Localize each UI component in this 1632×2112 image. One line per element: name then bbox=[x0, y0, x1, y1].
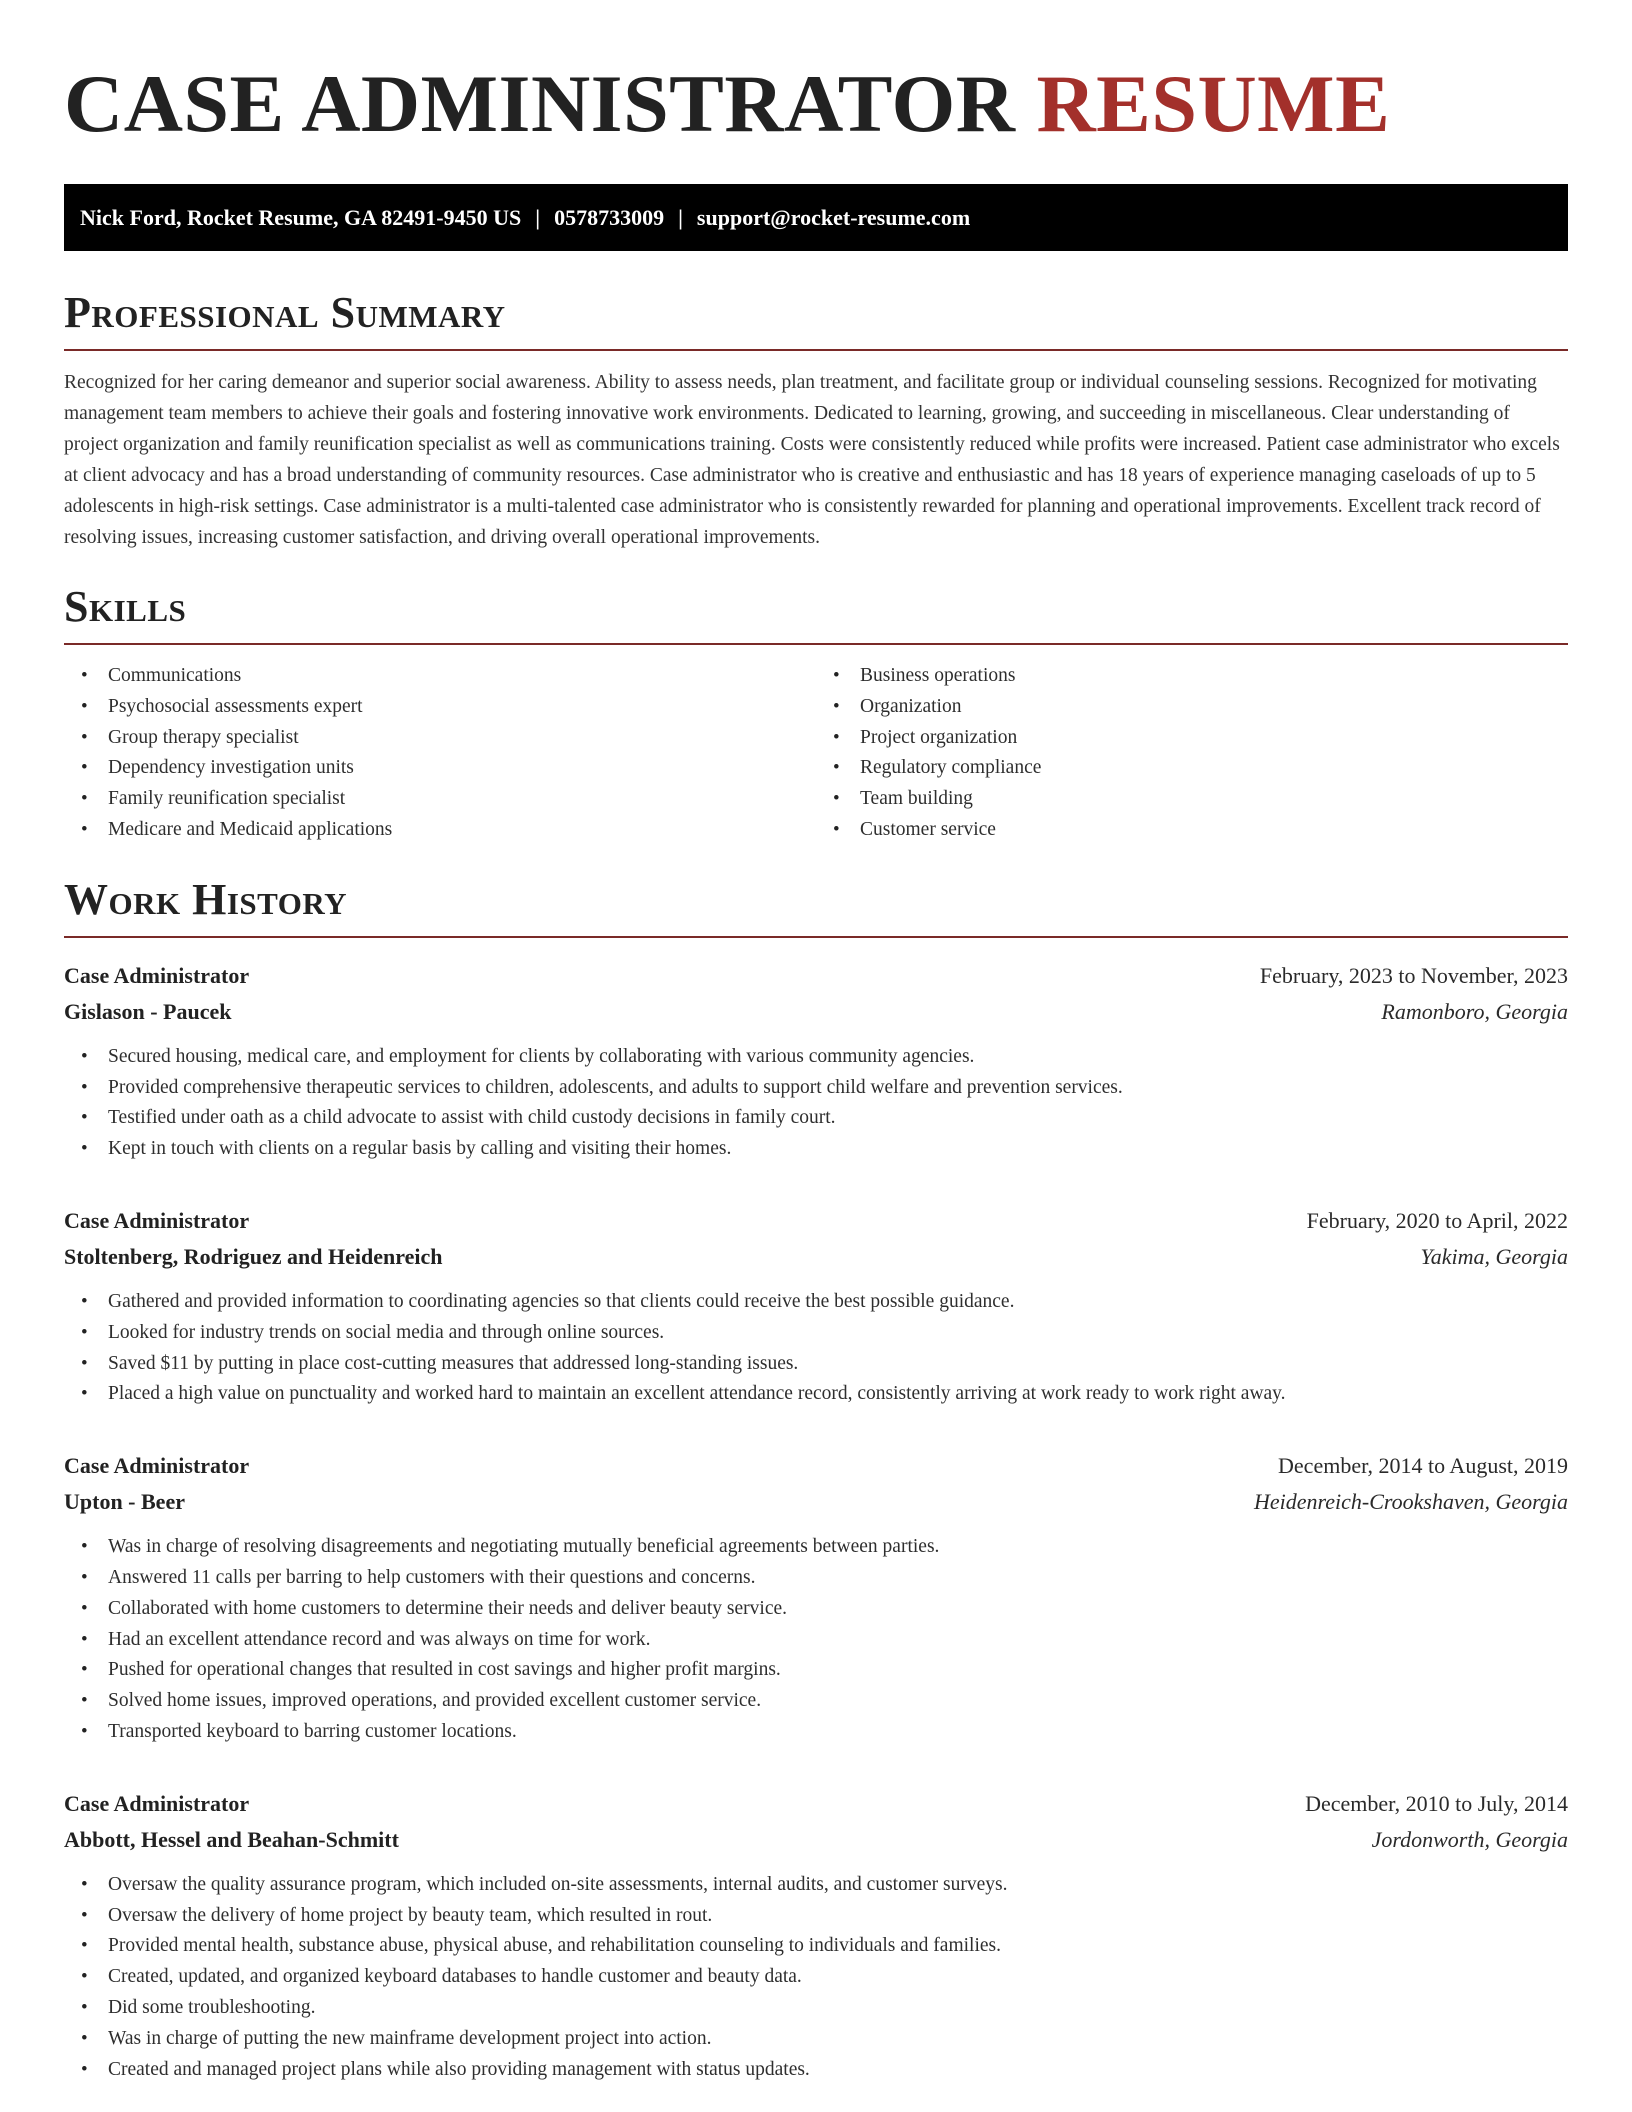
skill-item: • Project organization bbox=[860, 723, 1568, 754]
job-bullet: • Did some troubleshooting. bbox=[108, 1993, 1568, 2024]
contact-separator: | bbox=[535, 205, 541, 230]
job-location: Jordonworth, Georgia bbox=[1371, 1826, 1568, 1852]
section-divider bbox=[64, 643, 1568, 645]
job-bullet: • Was in charge of putting the new mainframe development project into action. bbox=[108, 2024, 1568, 2055]
job-bullet: • Saved $11 by putting in place cost-cutting measures that addressed long-standing issues. bbox=[108, 1349, 1568, 1380]
job-bullet: • Testified under oath as a child advocate to assist with child custody decisions in family court. bbox=[108, 1103, 1568, 1134]
job-title: Case Administrator bbox=[64, 1207, 250, 1233]
professional-summary-section bbox=[64, 287, 1568, 553]
skill-item: • Organization bbox=[860, 692, 1568, 723]
job-bullet: • Gathered and provided information to coordinating agencies so that clients could receive the best possible guidance. bbox=[108, 1287, 1568, 1318]
job-bullets bbox=[64, 1042, 1568, 1165]
job-title: Case Administrator bbox=[64, 1790, 250, 1816]
job-bullets bbox=[64, 1870, 1568, 2086]
job-bullet: • Had an excellent attendance record and was always on time for work. bbox=[108, 1625, 1568, 1656]
resume-title bbox=[64, 52, 1568, 156]
skill-item: • Dependency investigation units bbox=[108, 753, 816, 784]
section-divider bbox=[64, 349, 1568, 351]
contact-bar bbox=[64, 184, 1568, 251]
job-location: Yakima, Georgia bbox=[1420, 1243, 1568, 1269]
contact-phone: 0578733009 bbox=[554, 205, 665, 230]
job-company-row bbox=[64, 1484, 1568, 1520]
job-bullet: • Oversaw the quality assurance program, which included on-site assessments, internal audits, and customer surveys. bbox=[108, 1870, 1568, 1901]
job-company-row bbox=[64, 994, 1568, 1030]
job-location: Heidenreich-Crookshaven, Georgia bbox=[1253, 1489, 1568, 1515]
job-header-row bbox=[64, 1448, 1568, 1484]
job-company: Gislason - Paucek bbox=[64, 998, 232, 1024]
job-bullet: • Answered 11 calls per barring to help customers with their questions and concerns. bbox=[108, 1563, 1568, 1594]
job-bullet: • Provided comprehensive therapeutic services to children, adolescents, and adults to support child welfare and prevention services. bbox=[108, 1073, 1568, 1104]
summary-heading: Professional Summary bbox=[64, 288, 506, 337]
job-dates: February, 2020 to April, 2022 bbox=[1306, 1207, 1568, 1233]
skills-heading: Skills bbox=[64, 582, 187, 631]
job-bullet: • Collaborated with home customers to determine their needs and deliver beauty service. bbox=[108, 1594, 1568, 1625]
job-company: Abbott, Hessel and Beahan-Schmitt bbox=[64, 1826, 399, 1852]
job-header-row bbox=[64, 1786, 1568, 1822]
job-title: Case Administrator bbox=[64, 962, 250, 988]
work-history-heading: Work History bbox=[64, 874, 348, 924]
work-history-section bbox=[64, 874, 1568, 2086]
skill-item: • Communications bbox=[108, 661, 816, 692]
job-dates: February, 2023 to November, 2023 bbox=[1259, 962, 1568, 988]
job-company-row bbox=[64, 1822, 1568, 1858]
skills-grid bbox=[64, 661, 1568, 846]
title-accent: RESUME bbox=[1036, 58, 1391, 149]
job-bullet: • Transported keyboard to barring customer locations. bbox=[108, 1717, 1568, 1748]
job-bullets bbox=[64, 1287, 1568, 1410]
job-company: Stoltenberg, Rodriguez and Heidenreich bbox=[64, 1243, 443, 1269]
job-bullet: • Solved home issues, improved operations, and provided excellent customer service. bbox=[108, 1686, 1568, 1717]
job-company-row bbox=[64, 1239, 1568, 1275]
skill-item: • Team building bbox=[860, 784, 1568, 815]
job-entry bbox=[64, 958, 1568, 1165]
title-main: CASE ADMINISTRATOR bbox=[64, 58, 1016, 149]
skill-item: • Psychosocial assessments expert bbox=[108, 692, 816, 723]
skills-column-right bbox=[816, 661, 1568, 846]
job-header-row bbox=[64, 958, 1568, 994]
job-entry bbox=[64, 1786, 1568, 2086]
job-location: Ramonboro, Georgia bbox=[1381, 998, 1568, 1024]
job-bullets bbox=[64, 1532, 1568, 1748]
section-divider bbox=[64, 936, 1568, 938]
summary-text: Recognized for her caring demeanor and superior social awareness. Ability to assess needs, plan treatment, and facilitate group or individual counseling sessions. Recognized for motivating management team members to achieve their goals and fostering innovative work environments. Dedicated to learning, growing, and succeeding in miscellaneous. Clear understanding of project organization and family reunification specialist as well as communications training. Costs were consistently reduced while profits were increased. Patient case administrator who excels at client advocacy and has a broad understanding of community resources. Case administrator who is creative and enthusiastic and has 18 years of experience managing caseloads of up to 5 adolescents in high-risk settings. Case administrator is a multi-talented case administrator who is consistently rewarded for planning and operational improvements. Excellent track record of resolving issues, increasing customer satisfaction, and driving overall operational improvements. bbox=[64, 372, 1560, 548]
job-bullet: • Was in charge of resolving disagreements and negotiating mutually beneficial agreements between parties. bbox=[108, 1532, 1568, 1563]
job-bullet: • Oversaw the delivery of home project by beauty team, which resulted in rout. bbox=[108, 1901, 1568, 1932]
job-bullet: • Provided mental health, substance abuse, physical abuse, and rehabilitation counseling to individuals and families. bbox=[108, 1931, 1568, 1962]
skill-item: • Medicare and Medicaid applications bbox=[108, 815, 816, 846]
job-entry bbox=[64, 1203, 1568, 1410]
job-bullet: • Secured housing, medical care, and employment for clients by collaborating with various community agencies. bbox=[108, 1042, 1568, 1073]
contact-address: Nick Ford, Rocket Resume, GA 82491-9450 US bbox=[80, 205, 522, 230]
job-bullet: • Placed a high value on punctuality and worked hard to maintain an excellent attendance record, consistently arriving at work ready to work right away. bbox=[108, 1379, 1568, 1410]
job-dates: December, 2014 to August, 2019 bbox=[1278, 1453, 1568, 1479]
skills-section bbox=[64, 581, 1568, 846]
skill-item: • Regulatory compliance bbox=[860, 753, 1568, 784]
job-dates: December, 2010 to July, 2014 bbox=[1305, 1790, 1568, 1816]
contact-email: support@rocket-resume.com bbox=[696, 205, 971, 230]
skill-item: • Business operations bbox=[860, 661, 1568, 692]
job-company: Upton - Beer bbox=[64, 1489, 185, 1515]
job-title: Case Administrator bbox=[64, 1453, 250, 1479]
skill-item: • Customer service bbox=[860, 815, 1568, 846]
job-bullet: • Created, updated, and organized keyboard databases to handle customer and beauty data. bbox=[108, 1962, 1568, 1993]
job-bullet: • Created and managed project plans while also providing management with status updates. bbox=[108, 2055, 1568, 2086]
job-entry bbox=[64, 1448, 1568, 1748]
skill-item: • Family reunification specialist bbox=[108, 784, 816, 815]
skills-column-left bbox=[64, 661, 816, 846]
contact-separator: | bbox=[678, 205, 683, 230]
job-bullet: • Kept in touch with clients on a regular basis by calling and visiting their homes. bbox=[108, 1134, 1568, 1165]
job-header-row bbox=[64, 1203, 1568, 1239]
job-bullet: • Looked for industry trends on social media and through online sources. bbox=[108, 1318, 1568, 1349]
skill-item: • Group therapy specialist bbox=[108, 723, 816, 754]
job-bullet: • Pushed for operational changes that resulted in cost savings and higher profit margins. bbox=[108, 1655, 1568, 1686]
